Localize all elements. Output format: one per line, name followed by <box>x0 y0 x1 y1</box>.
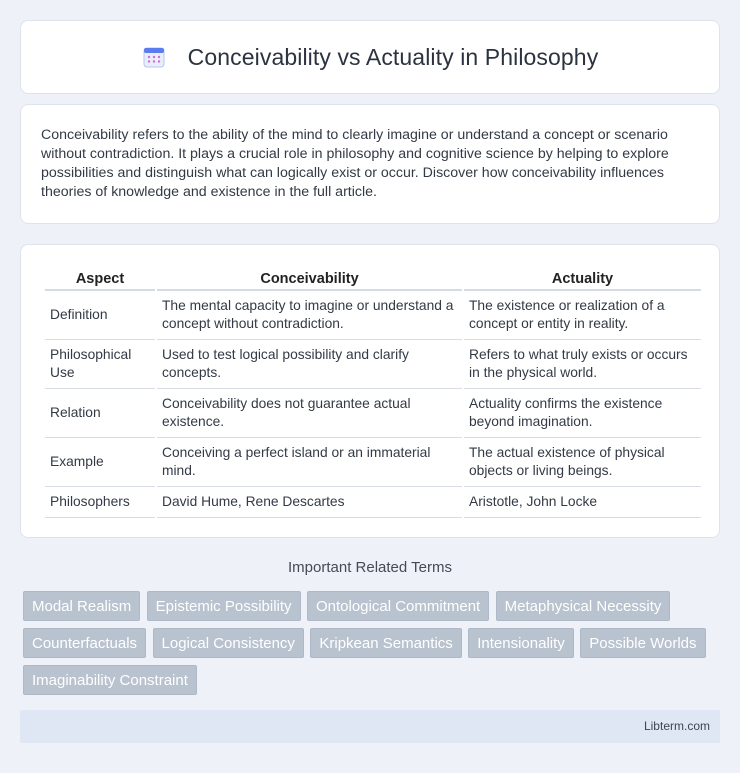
term-tag[interactable]: Imaginability Constraint <box>23 665 197 695</box>
table-cell: Actuality confirms the existence beyond imagination. <box>464 389 701 438</box>
page-title: Conceivability vs Actuality in Philosophy <box>187 43 599 70</box>
term-tag[interactable]: Intensionality <box>468 628 574 658</box>
column-header: Aspect <box>45 265 155 291</box>
table-row <box>45 340 701 389</box>
table-cell: Used to test logical possibility and clarify concepts. <box>157 340 462 389</box>
table-cell: Philosophical Use <box>45 340 155 389</box>
related-terms-list <box>23 591 723 702</box>
table-cell: Conceivability does not guarantee actual existence. <box>157 389 462 438</box>
table-cell: Refers to what truly exists or occurs in the physical world. <box>464 340 701 389</box>
term-tag[interactable]: Logical Consistency <box>153 628 304 658</box>
table-cell: Aristotle, John Locke <box>464 487 701 518</box>
table-row <box>45 291 701 340</box>
intro-text: Conceivability refers to the ability of the mind to clearly imagine or understand a concept or scenario without contradiction. It plays a crucial role in philosophy and cognitive science by helping to explore possibilities and distinguish what can logically exist or occur. Discover how conceivability influences theories of knowledge and existence in the full article. <box>41 127 669 200</box>
comparison-table <box>43 265 703 518</box>
footer <box>20 710 720 743</box>
term-tag[interactable]: Counterfactuals <box>23 628 146 658</box>
intro-card <box>20 104 720 224</box>
table-cell: David Hume, Rene Descartes <box>157 487 462 518</box>
table-cell: The existence or realization of a concept or entity in reality. <box>464 291 701 340</box>
calendar-icon <box>142 45 166 69</box>
term-tag[interactable]: Epistemic Possibility <box>147 591 301 621</box>
table-cell: Philosophers <box>45 487 155 518</box>
table-cell: Definition <box>45 291 155 340</box>
table-cell: Conceiving a perfect island or an immaterial mind. <box>157 438 462 487</box>
term-tag[interactable]: Kripkean Semantics <box>310 628 461 658</box>
table-cell: The mental capacity to imagine or understand a concept without contradiction. <box>157 291 462 340</box>
term-tag[interactable]: Ontological Commitment <box>307 591 489 621</box>
term-tag[interactable]: Possible Worlds <box>580 628 705 658</box>
table-cell: Example <box>45 438 155 487</box>
table-cell: The actual existence of physical objects or living beings. <box>464 438 701 487</box>
footer-site-link[interactable]: Libterm.com <box>643 719 710 733</box>
term-tag[interactable]: Metaphysical Necessity <box>496 591 671 621</box>
column-header: Conceivability <box>157 265 462 291</box>
term-tag[interactable]: Modal Realism <box>23 591 140 621</box>
comparison-table-card <box>20 244 720 538</box>
header-card <box>20 20 720 94</box>
table-row <box>45 438 701 487</box>
table-row <box>45 487 701 518</box>
table-row <box>45 389 701 438</box>
related-terms-title: Important Related Terms <box>288 559 452 576</box>
table-cell: Relation <box>45 389 155 438</box>
column-header: Actuality <box>464 265 701 291</box>
